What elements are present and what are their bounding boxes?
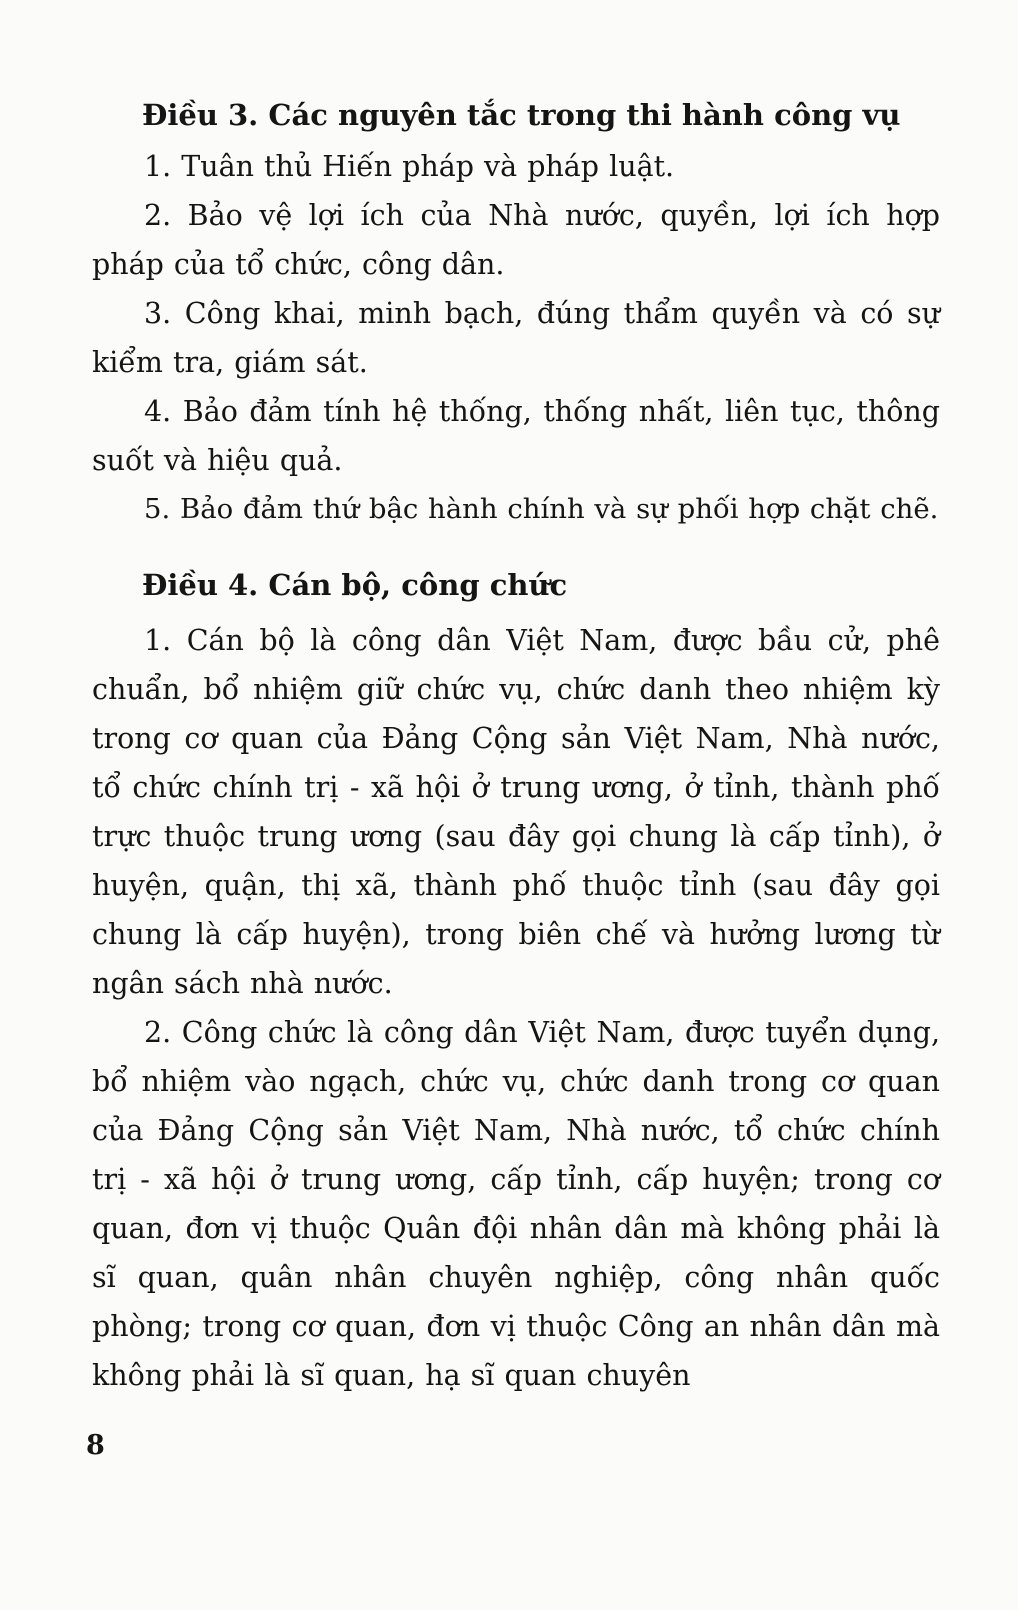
- article-4-heading: Điều 4. Cán bộ, công chức: [142, 568, 568, 602]
- article-3-item-3: 3. Công khai, minh bạch, đúng thẩm quyền và có sự kiểm tra, giám sát.: [92, 297, 940, 379]
- article-4-item-1: 1. Cán bộ là công dân Việt Nam, được bầu cử, phê chuẩn, bổ nhiệm giữ chức vụ, chức danh theo nhiệm kỳ trong cơ quan của Đảng Cộng sản Việt Nam, Nhà nước, tổ chức chính trị - xã hội ở trung ương, ở tỉnh, thành phố trực thuộc trung ương (sau đây gọi chung là cấp tỉnh), ở huyện, quận, thị xã, thành phố thuộc tỉnh (sau đây gọi chung là cấp huyện), trong biên chế và hưởng lương từ ngân sách nhà nước.: [92, 624, 940, 1000]
- article-3-item-4: 4. Bảo đảm tính hệ thống, thống nhất, liên tục, thông suốt và hiệu quả.: [92, 395, 940, 477]
- article-3-item-2: 2. Bảo vệ lợi ích của Nhà nước, quyền, lợi ích hợp pháp của tổ chức, công dân.: [92, 199, 940, 281]
- article-4-item-2: 2. Công chức là công dân Việt Nam, được tuyển dụng, bổ nhiệm vào ngạch, chức vụ, chức danh trong cơ quan của Đảng Cộng sản Việt Nam, Nhà nước, tổ chức chính trị - xã hội ở trung ương, cấp tỉnh, cấp huyện; trong cơ quan, đơn vị thuộc Quân đội nhân dân mà không phải là sĩ quan, quân nhân chuyên nghiệp, công nhân quốc phòng; trong cơ quan, đơn vị thuộc Công an nhân dân mà không phải là sĩ quan, hạ sĩ quan chuyên: [92, 1016, 940, 1392]
- article-3-item-5: 5. Bảo đảm thứ bậc hành chính và sự phối hợp chặt chẽ.: [144, 493, 939, 525]
- article-3-heading: Điều 3. Các nguyên tắc trong thi hành công vụ: [142, 98, 901, 132]
- page-content: [92, 90, 940, 1400]
- article-3-item-1: 1. Tuân thủ Hiến pháp và pháp luật.: [144, 150, 675, 183]
- page-number: 8: [86, 1430, 105, 1461]
